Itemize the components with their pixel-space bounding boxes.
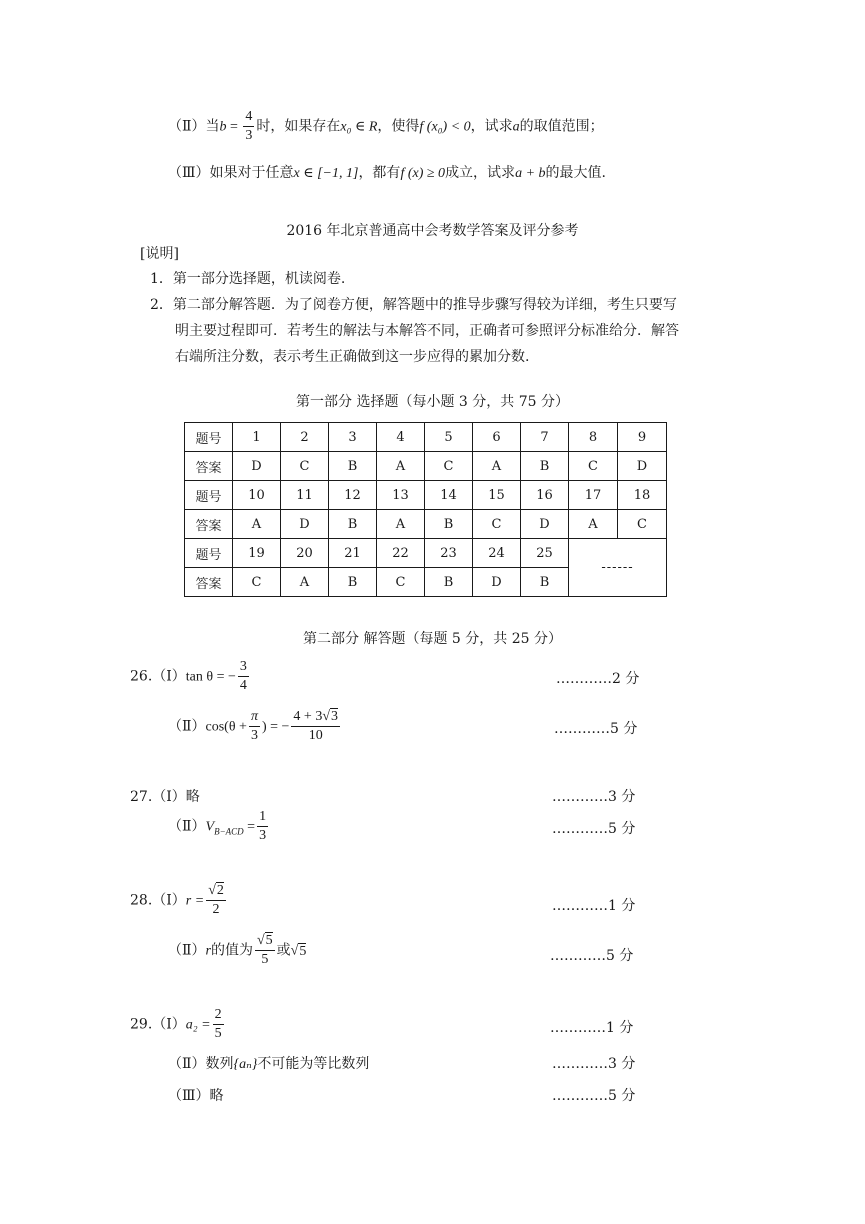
table-cell: 21: [329, 539, 377, 568]
table-cell: 16: [521, 481, 569, 510]
table-cell: C: [473, 510, 521, 539]
q3-ab: a + b: [515, 166, 546, 181]
q29-p1-score: …………1 分: [550, 1020, 634, 1036]
q28-p2-label: （Ⅱ）: [168, 942, 206, 959]
row-label: 题号: [185, 481, 233, 510]
q26-p2-score: …………5 分: [554, 721, 638, 737]
q28-p2-r: r: [205, 943, 211, 959]
q28-p2-text: 的值为: [210, 942, 253, 959]
frac-den: 4: [239, 678, 247, 693]
table-cell: 19: [233, 539, 281, 568]
frac-num: 1: [257, 808, 268, 827]
frac-den: 10: [308, 728, 323, 743]
frac-den: 3: [259, 828, 267, 843]
table-cell: 20: [281, 539, 329, 568]
frac-num: 3: [238, 658, 249, 677]
frac-den: 5: [261, 952, 269, 967]
table-cell: 7: [521, 423, 569, 452]
table-cell: D: [281, 510, 329, 539]
q28-label: 28.（Ⅰ）: [130, 892, 186, 909]
q26-part2: [168, 708, 342, 745]
q28-p1-r: r =: [185, 893, 205, 909]
table-cell: A: [377, 452, 425, 481]
q26-p2-lhs: cos(θ +: [205, 719, 247, 735]
q28-p2-sqrt: √5: [290, 943, 307, 959]
q2-fx: f (x₀) < 0: [419, 119, 471, 135]
table-cell: C: [618, 510, 667, 539]
table-cell: 6: [473, 423, 521, 452]
table-row: [185, 423, 667, 452]
q26-p2-label: （Ⅱ）: [168, 718, 206, 735]
table-cell: 4: [377, 423, 425, 452]
part1-heading: 第一部分 选择题（每小题 3 分，共 75 分）: [296, 394, 569, 410]
q26-p1-score: …………2 分: [556, 671, 640, 687]
q29-part1: [130, 1006, 226, 1043]
table-cell: 25: [521, 539, 569, 568]
q28-part1: [130, 882, 228, 919]
frac-num-sqrt: 5: [265, 933, 273, 948]
frac-num-a: 4 + 3: [293, 709, 323, 724]
q27-p2-v: V: [205, 819, 215, 835]
frac-num-sqrt: 3: [331, 709, 339, 724]
table-cell: D: [233, 452, 281, 481]
frac-den: 5: [214, 1026, 222, 1041]
part2-heading: 第二部分 解答题（每题 5 分，共 25 分）: [303, 631, 562, 647]
q29-p1-a: a₂ =: [185, 1017, 211, 1033]
table-cell: C: [233, 568, 281, 597]
table-cell: 12: [329, 481, 377, 510]
frac-den: 2: [212, 902, 220, 917]
table-cell: B: [329, 510, 377, 539]
q29-part2: [168, 1053, 369, 1073]
table-cell: A: [377, 510, 425, 539]
q28-p2-or: 或: [276, 942, 291, 959]
notes-item-2-line-2: 明主要过程即可．若考生的解法与本解答不同，正确者可参照评分标准给分．解答: [175, 323, 679, 339]
table-cell: 23: [425, 539, 473, 568]
q27-p2-sub: B−ACD: [214, 826, 244, 837]
table-cell: A: [233, 510, 281, 539]
table-cell: B: [521, 568, 569, 597]
q2-b: b: [219, 119, 227, 135]
table-cell: C: [281, 452, 329, 481]
table-cell: 9: [618, 423, 667, 452]
table-cell: B: [521, 452, 569, 481]
sqrt-value: 5: [299, 943, 307, 959]
q2-frac-num: 4: [243, 108, 254, 127]
table-row: [185, 539, 667, 568]
answer-table: [184, 422, 667, 597]
q3-mid2: 成立，试求: [445, 165, 516, 181]
q26-p2-mid: ) = −: [261, 719, 290, 735]
q27-p1-score: …………3 分: [552, 789, 636, 805]
table-cell: D: [473, 568, 521, 597]
q3-fx: f (x) ≥ 0: [400, 166, 446, 181]
table-row: [185, 481, 667, 510]
table-cell: C: [425, 452, 473, 481]
q26-label: 26.（Ⅰ）: [130, 668, 186, 685]
q27-part2: [168, 808, 270, 845]
q26-p2-fraction: [291, 708, 340, 745]
frac-den: 3: [250, 728, 258, 743]
table-filler-cell: ------: [569, 539, 667, 597]
q2-x0: x₀ ∈ R: [340, 119, 378, 135]
frac-num-sqrt: 2: [216, 883, 224, 898]
q27-p2-label: （Ⅱ）: [168, 818, 206, 835]
q27-p2-fraction: [257, 808, 268, 845]
table-cell: 17: [569, 481, 618, 510]
table-cell: 2: [281, 423, 329, 452]
table-row: [185, 510, 667, 539]
table-cell: 3: [329, 423, 377, 452]
table-cell: A: [473, 452, 521, 481]
table-cell: B: [329, 452, 377, 481]
q27-p2-score: …………5 分: [552, 821, 636, 837]
q3-x: x ∈ [−1, 1]: [293, 166, 359, 181]
table-cell: 1: [233, 423, 281, 452]
q3-tail: 的最大值.: [545, 165, 606, 181]
q28-p2-score: …………5 分: [550, 948, 634, 964]
table-cell: 5: [425, 423, 473, 452]
q29-p2-score: …………3 分: [552, 1056, 636, 1072]
q28-p2-fraction: [255, 932, 275, 969]
table-cell: B: [329, 568, 377, 597]
q28-p1-score: …………1 分: [552, 898, 636, 914]
frac-num: π: [249, 708, 260, 727]
q29-p1-fraction: [213, 1006, 224, 1043]
table-cell: 22: [377, 539, 425, 568]
table-cell: A: [569, 510, 618, 539]
row-label: 题号: [185, 423, 233, 452]
q26-p1-lhs: tan θ = −: [185, 669, 236, 685]
q2-mid: 时，如果存在: [256, 118, 341, 135]
q2-prefix: （Ⅱ）当: [168, 118, 220, 135]
table-cell: C: [569, 452, 618, 481]
table-cell: C: [377, 568, 425, 597]
table-cell: D: [521, 510, 569, 539]
q27-part1: 27.（Ⅰ）略: [130, 789, 200, 805]
q2-frac-den: 3: [245, 128, 253, 143]
table-cell: 10: [233, 481, 281, 510]
notes-item-2-line-3: 右端所注分数，表示考生正确做到这一步应得的累加分数.: [175, 349, 530, 365]
row-label: 答案: [185, 452, 233, 481]
page-title: 2016 年北京普通高中会考数学答案及评分参考: [286, 223, 579, 239]
q29-p2-seq: {aₙ}: [233, 1057, 258, 1072]
q26-part1: [130, 658, 251, 695]
table-cell: A: [281, 568, 329, 597]
frac-num: √5: [255, 932, 275, 951]
q3-prefix: （Ⅲ）如果对于任意: [168, 165, 294, 181]
table-cell: 11: [281, 481, 329, 510]
row-label: 答案: [185, 568, 233, 597]
q29-p3-score: …………5 分: [552, 1088, 636, 1104]
q29-label: 29.（Ⅰ）: [130, 1016, 186, 1033]
frac-num: 4 + 3√3: [291, 708, 340, 727]
q2-fraction: [243, 108, 254, 145]
q28-p1-fraction: [206, 882, 226, 919]
table-cell: 15: [473, 481, 521, 510]
row-label: 答案: [185, 510, 233, 539]
row-label: 题号: [185, 539, 233, 568]
table-cell: 18: [618, 481, 667, 510]
frac-num: √2: [206, 882, 226, 901]
intro-question-3: [168, 162, 606, 182]
q29-part3: （Ⅲ）略: [168, 1088, 224, 1104]
q3-mid: ，都有: [358, 165, 401, 181]
table-cell: 13: [377, 481, 425, 510]
table-cell: B: [425, 510, 473, 539]
notes-item-1: 1．第一部分选择题，机读阅卷.: [150, 271, 346, 287]
table-cell: 24: [473, 539, 521, 568]
q26-p2-pi-fraction: [249, 708, 260, 745]
notes-item-2-line-1: 2．第二部分解答题．为了阅卷方便，解答题中的推导步骤写得较为详细，考生只要写: [150, 297, 677, 313]
table-row: [185, 452, 667, 481]
q2-a: a: [512, 119, 520, 135]
q2-mid2: ，使得: [377, 118, 420, 135]
frac-num: 2: [213, 1006, 224, 1025]
table-cell: D: [618, 452, 667, 481]
intro-question-2: （Ⅱ）当b = $\frac{4}{3}$ 时，如果存在x₀ ∈ R，使得f (x₀) < 0，试求a的取值范围；: [168, 109, 604, 143]
table-cell: 8: [569, 423, 618, 452]
table-cell: 14: [425, 481, 473, 510]
q26-p1-fraction: [238, 658, 249, 695]
q27-p2-eq: =: [243, 819, 256, 835]
q29-p2-text: 不可能为等比数列: [257, 1056, 370, 1072]
table-cell: B: [425, 568, 473, 597]
q29-p2-label: （Ⅱ）数列: [168, 1056, 234, 1072]
q2-end: ，试求: [470, 118, 513, 135]
q28-part2: [168, 932, 306, 969]
q2-tail: 的取值范围；: [519, 118, 604, 135]
notes-heading: [说明]: [140, 246, 179, 262]
